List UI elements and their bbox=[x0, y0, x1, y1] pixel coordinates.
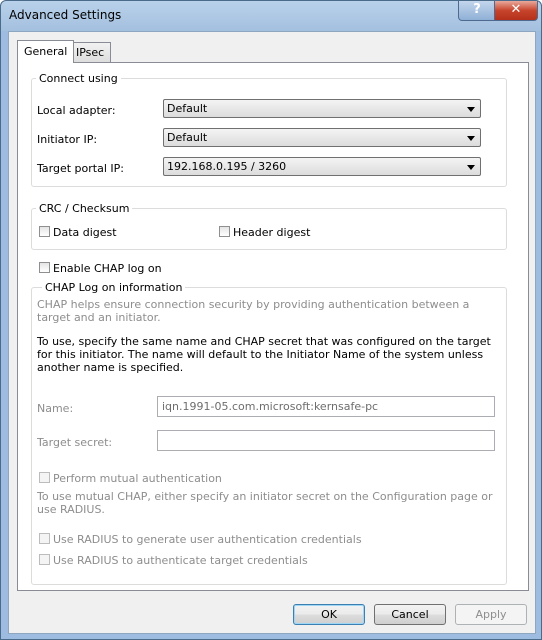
data-digest-label[interactable]: Data digest bbox=[53, 226, 117, 239]
chevron-down-icon bbox=[467, 136, 475, 141]
initiator-ip-label: Initiator IP: bbox=[37, 133, 98, 146]
ok-button[interactable]: OK bbox=[293, 604, 365, 625]
window-title: Advanced Settings bbox=[9, 8, 122, 22]
local-adapter-select[interactable] bbox=[163, 99, 481, 118]
help-icon: ? bbox=[473, 2, 481, 17]
chap-info-label: CHAP Log on information bbox=[42, 281, 185, 294]
enable-chap-checkbox[interactable] bbox=[39, 262, 50, 273]
local-adapter-label: Local adapter: bbox=[37, 104, 116, 117]
target-portal-value: 192.168.0.195 / 3260 bbox=[167, 160, 287, 173]
help-button[interactable] bbox=[458, 1, 496, 21]
crc-checksum-label: CRC / Checksum bbox=[36, 202, 132, 215]
tab-general[interactable]: General bbox=[17, 40, 74, 63]
connect-using-label: Connect using bbox=[36, 72, 121, 85]
header-digest-label[interactable]: Header digest bbox=[233, 226, 311, 239]
cancel-button[interactable]: Cancel bbox=[374, 604, 446, 625]
enable-chap-label[interactable]: Enable CHAP log on bbox=[53, 262, 162, 275]
initiator-ip-select[interactable] bbox=[163, 128, 481, 147]
mutual-auth-checkbox[interactable] bbox=[39, 472, 50, 483]
radius-target-checkbox[interactable] bbox=[39, 554, 50, 565]
radius-user-label: Use RADIUS to generate user authentication credentials bbox=[53, 533, 362, 546]
close-icon: ✕ bbox=[510, 2, 522, 17]
target-secret-field[interactable] bbox=[157, 430, 495, 451]
general-tab-panel bbox=[17, 62, 529, 591]
initiator-ip-value: Default bbox=[167, 131, 208, 144]
header-digest-checkbox[interactable] bbox=[219, 226, 230, 237]
name-label: Name: bbox=[37, 402, 74, 415]
target-portal-select[interactable] bbox=[163, 157, 481, 176]
chevron-down-icon bbox=[467, 165, 475, 170]
dialog-client-area bbox=[8, 31, 536, 634]
apply-button[interactable]: Apply bbox=[455, 604, 527, 625]
data-digest-checkbox[interactable] bbox=[39, 226, 50, 237]
mutual-auth-help: To use mutual CHAP, either specify an initiator secret on the Configuration page or use RADIUS. bbox=[37, 490, 493, 516]
chap-help-text: CHAP helps ensure connection security by providing authentication between a target and an initiator. bbox=[37, 298, 470, 324]
local-adapter-value: Default bbox=[167, 102, 208, 115]
target-secret-label: Target secret: bbox=[37, 436, 113, 449]
chap-instructions: To use, specify the same name and CHAP secret that was configured on the target for this initiator. The name will default to the Initiator Name of the system unless another name is specified. bbox=[37, 335, 491, 374]
target-portal-label: Target portal IP: bbox=[37, 162, 124, 175]
title-bar[interactable] bbox=[1, 1, 541, 31]
radius-target-label: Use RADIUS to authenticate target credentials bbox=[53, 554, 308, 567]
tab-ipsec[interactable]: IPsec bbox=[69, 42, 111, 63]
mutual-auth-label: Perform mutual authentication bbox=[53, 472, 222, 485]
radius-user-checkbox[interactable] bbox=[39, 533, 50, 544]
chevron-down-icon bbox=[467, 107, 475, 112]
name-value: iqn.1991-05.com.microsoft:kernsafe-pc bbox=[162, 400, 379, 413]
close-button[interactable] bbox=[494, 1, 538, 21]
name-field[interactable] bbox=[157, 396, 495, 417]
